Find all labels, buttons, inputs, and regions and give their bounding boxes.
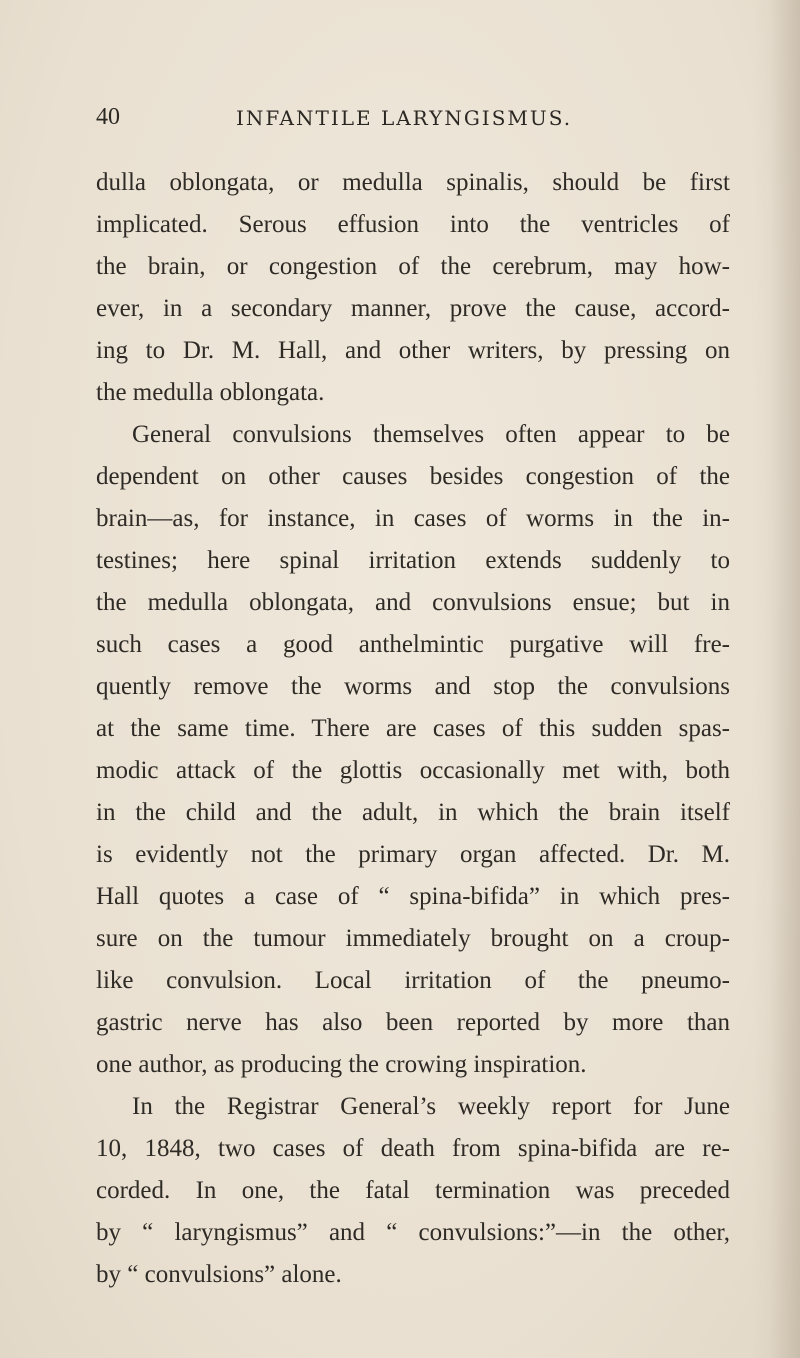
text-line: dulla oblongata, or medulla spinalis, should be first: [96, 169, 730, 196]
text-line: ever, in a secondary manner, prove the cause, accord-: [96, 295, 730, 322]
page-edge-shadow: [770, 0, 800, 1358]
text-line: like convulsion. Local irritation of the pneumo-: [96, 967, 730, 994]
text-line: is evidently not the primary organ affected. Dr. M.: [96, 841, 730, 868]
text-line: In the Registrar General’s weekly report for June: [132, 1093, 730, 1120]
text-line: General convulsions themselves often appear to be: [132, 421, 730, 448]
text-line: sure on the tumour immediately brought on a croup-: [96, 925, 730, 952]
text-line: 10, 1848, two cases of death from spina-bifida are re-: [96, 1135, 730, 1162]
text-line: ing to Dr. M. Hall, and other writers, by pressing on: [96, 337, 730, 364]
running-title: INFANTILE LARYNGISMUS.: [236, 106, 573, 130]
text-line: brain—as, for instance, in cases of worms in the in-: [96, 505, 730, 532]
text-line: testines; here spinal irritation extends suddenly to: [96, 547, 730, 574]
text-line: gastric nerve has also been reported by more than: [96, 1009, 730, 1036]
text-line: quently remove the worms and stop the convulsions: [96, 673, 730, 700]
text-line: the medulla oblongata.: [96, 379, 325, 406]
text-line: one author, as producing the crowing inspiration.: [96, 1051, 587, 1078]
text-line: Hall quotes a case of “ spina-bifida” in which pres-: [96, 883, 730, 910]
body-text: [96, 162, 730, 1296]
text-line: by “ laryngismus” and “ convulsions:”—in the other,: [96, 1219, 730, 1246]
text-line: the medulla oblongata, and convulsions ensue; but in: [96, 589, 730, 616]
text-line: in the child and the adult, in which the brain itself: [96, 799, 730, 826]
text-line: by “ convulsions” alone.: [96, 1261, 342, 1288]
text-line: such cases a good anthelmintic purgative will fre-: [96, 631, 730, 658]
text-line: dependent on other causes besides congestion of the: [96, 463, 730, 490]
text-line: corded. In one, the fatal termination was preceded: [96, 1177, 730, 1204]
text-line: modic attack of the glottis occasionally met with, both: [96, 757, 730, 784]
text-line: implicated. Serous effusion into the ventricles of: [96, 211, 730, 238]
text-line: the brain, or congestion of the cerebrum, may how-: [96, 253, 730, 280]
page-number: 40: [96, 104, 120, 130]
text-line: at the same time. There are cases of this sudden spas-: [96, 715, 730, 742]
